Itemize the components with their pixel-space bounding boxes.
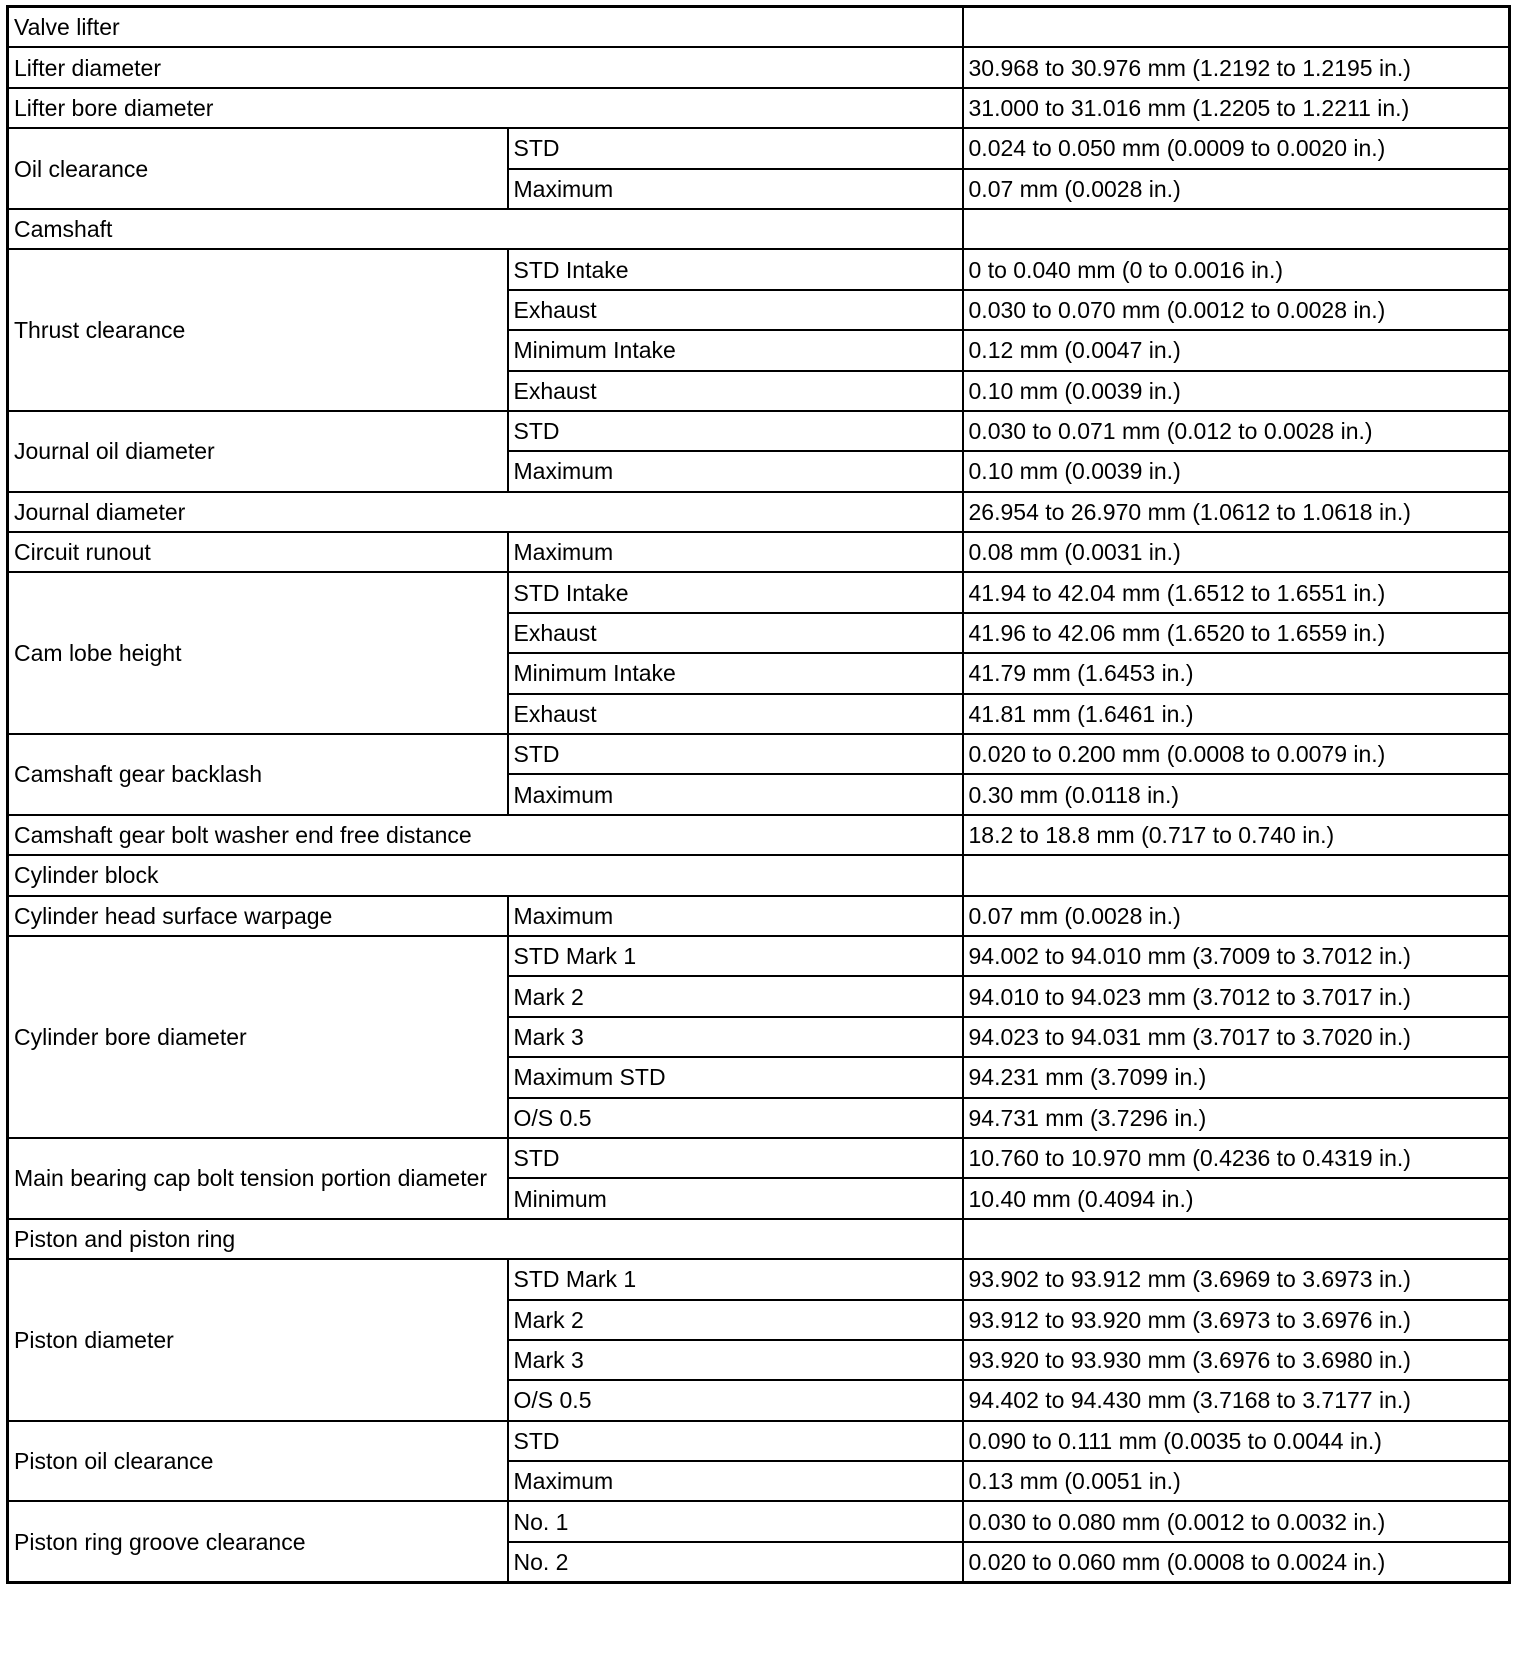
spec-value: 0.12 mm (0.0047 in.): [963, 330, 1510, 370]
section-heading: Valve lifter: [8, 7, 963, 48]
spec-item: Lifter bore diameter: [8, 88, 963, 128]
spec-value: 26.954 to 26.970 mm (1.0612 to 1.0618 in.): [963, 492, 1510, 532]
spec-condition: STD: [508, 128, 963, 168]
spec-condition: Exhaust: [508, 694, 963, 734]
table-row: [8, 1259, 1510, 1299]
spec-condition: STD: [508, 1421, 963, 1461]
table-row: [8, 855, 1510, 895]
spec-condition: STD: [508, 411, 963, 451]
table-row: [8, 815, 1510, 855]
table-row: [8, 47, 1510, 87]
spec-item: Cam lobe height: [8, 572, 508, 734]
spec-value: 0.10 mm (0.0039 in.): [963, 371, 1510, 411]
spec-condition: Maximum STD: [508, 1057, 963, 1097]
spec-condition: STD Mark 1: [508, 936, 963, 976]
specification-table: [6, 5, 1511, 1584]
spec-value: 0.024 to 0.050 mm (0.0009 to 0.0020 in.): [963, 128, 1510, 168]
section-heading: Camshaft: [8, 209, 963, 249]
spec-condition: Mark 3: [508, 1017, 963, 1057]
spec-value: 0.13 mm (0.0051 in.): [963, 1461, 1510, 1501]
spec-value: 93.902 to 93.912 mm (3.6969 to 3.6973 in.): [963, 1259, 1510, 1299]
spec-value: 94.023 to 94.031 mm (3.7017 to 3.7020 in.): [963, 1017, 1510, 1057]
spec-item: Journal diameter: [8, 492, 963, 532]
spec-value: 41.96 to 42.06 mm (1.6520 to 1.6559 in.): [963, 613, 1510, 653]
spec-condition: Minimum Intake: [508, 330, 963, 370]
spec-condition: Maximum: [508, 774, 963, 814]
spec-item: Piston diameter: [8, 1259, 508, 1421]
spec-value: 0.30 mm (0.0118 in.): [963, 774, 1510, 814]
spec-condition: STD: [508, 734, 963, 774]
spec-condition: STD Mark 1: [508, 1259, 963, 1299]
spec-value: 0.090 to 0.111 mm (0.0035 to 0.0044 in.): [963, 1421, 1510, 1461]
spec-item: Piston ring groove clearance: [8, 1501, 508, 1582]
spec-value: 94.002 to 94.010 mm (3.7009 to 3.7012 in.): [963, 936, 1510, 976]
table-row: [8, 936, 1510, 976]
spec-value: 94.402 to 94.430 mm (3.7168 to 3.7177 in.): [963, 1380, 1510, 1420]
spec-value: 93.912 to 93.920 mm (3.6973 to 3.6976 in.): [963, 1300, 1510, 1340]
table-row: [8, 249, 1510, 289]
spec-value: 0.030 to 0.070 mm (0.0012 to 0.0028 in.): [963, 290, 1510, 330]
table-row: [8, 734, 1510, 774]
spec-item: Camshaft gear bolt washer end free distance: [8, 815, 963, 855]
spec-item: Main bearing cap bolt tension portion diameter: [8, 1138, 508, 1219]
spec-condition: No. 2: [508, 1542, 963, 1583]
table-row: [8, 572, 1510, 612]
spec-value: 0.07 mm (0.0028 in.): [963, 169, 1510, 209]
spec-value: 94.010 to 94.023 mm (3.7012 to 3.7017 in.): [963, 976, 1510, 1016]
spec-value: 30.968 to 30.976 mm (1.2192 to 1.2195 in.): [963, 47, 1510, 87]
spec-condition: O/S 0.5: [508, 1098, 963, 1138]
spec-item: Piston oil clearance: [8, 1421, 508, 1502]
spec-condition: Exhaust: [508, 290, 963, 330]
table-row: [8, 1219, 1510, 1259]
spec-value: [963, 209, 1510, 249]
spec-condition: STD Intake: [508, 249, 963, 289]
spec-item: Circuit runout: [8, 532, 508, 572]
spec-value: 18.2 to 18.8 mm (0.717 to 0.740 in.): [963, 815, 1510, 855]
table-row: [8, 7, 1510, 48]
spec-value: 94.231 mm (3.7099 in.): [963, 1057, 1510, 1097]
table-row: [8, 209, 1510, 249]
spec-item: Thrust clearance: [8, 249, 508, 411]
spec-condition: Maximum: [508, 532, 963, 572]
section-heading: Piston and piston ring: [8, 1219, 963, 1259]
table-row: [8, 1421, 1510, 1461]
spec-condition: Exhaust: [508, 613, 963, 653]
spec-value: 0 to 0.040 mm (0 to 0.0016 in.): [963, 249, 1510, 289]
spec-value: [963, 7, 1510, 48]
spec-condition: No. 1: [508, 1501, 963, 1541]
spec-value: 41.79 mm (1.6453 in.): [963, 653, 1510, 693]
spec-value: 41.81 mm (1.6461 in.): [963, 694, 1510, 734]
spec-condition: Mark 2: [508, 976, 963, 1016]
table-row: [8, 411, 1510, 451]
spec-item: Oil clearance: [8, 128, 508, 209]
spec-condition: STD: [508, 1138, 963, 1178]
spec-condition: Maximum: [508, 451, 963, 491]
spec-item: Cylinder head surface warpage: [8, 896, 508, 936]
spec-value: [963, 855, 1510, 895]
spec-value: 0.030 to 0.071 mm (0.012 to 0.0028 in.): [963, 411, 1510, 451]
spec-condition: Minimum Intake: [508, 653, 963, 693]
spec-condition: STD Intake: [508, 572, 963, 612]
section-heading: Cylinder block: [8, 855, 963, 895]
spec-item: Journal oil diameter: [8, 411, 508, 492]
spec-value: 0.020 to 0.200 mm (0.0008 to 0.0079 in.): [963, 734, 1510, 774]
spec-value: [963, 1219, 1510, 1259]
table-row: [8, 896, 1510, 936]
spec-value: 0.07 mm (0.0028 in.): [963, 896, 1510, 936]
table-row: [8, 88, 1510, 128]
spec-value: 0.020 to 0.060 mm (0.0008 to 0.0024 in.): [963, 1542, 1510, 1583]
spec-condition: Mark 3: [508, 1340, 963, 1380]
spec-item: Lifter diameter: [8, 47, 963, 87]
spec-condition: Maximum: [508, 896, 963, 936]
spec-value: 41.94 to 42.04 mm (1.6512 to 1.6551 in.): [963, 572, 1510, 612]
spec-value: 10.760 to 10.970 mm (0.4236 to 0.4319 in.): [963, 1138, 1510, 1178]
spec-condition: Maximum: [508, 169, 963, 209]
table-row: [8, 128, 1510, 168]
spec-value: 10.40 mm (0.4094 in.): [963, 1178, 1510, 1218]
spec-condition: Maximum: [508, 1461, 963, 1501]
spec-condition: Mark 2: [508, 1300, 963, 1340]
table-row: [8, 492, 1510, 532]
table-row: [8, 532, 1510, 572]
spec-value: 0.08 mm (0.0031 in.): [963, 532, 1510, 572]
spec-item: Camshaft gear backlash: [8, 734, 508, 815]
spec-condition: Minimum: [508, 1178, 963, 1218]
spec-condition: Exhaust: [508, 371, 963, 411]
spec-value: 0.10 mm (0.0039 in.): [963, 451, 1510, 491]
spec-condition: O/S 0.5: [508, 1380, 963, 1420]
spec-item: Cylinder bore diameter: [8, 936, 508, 1138]
table-row: [8, 1138, 1510, 1178]
spec-value: 0.030 to 0.080 mm (0.0012 to 0.0032 in.): [963, 1501, 1510, 1541]
spec-value: 93.920 to 93.930 mm (3.6976 to 3.6980 in.): [963, 1340, 1510, 1380]
spec-value: 31.000 to 31.016 mm (1.2205 to 1.2211 in.): [963, 88, 1510, 128]
spec-value: 94.731 mm (3.7296 in.): [963, 1098, 1510, 1138]
table-row: [8, 1501, 1510, 1541]
